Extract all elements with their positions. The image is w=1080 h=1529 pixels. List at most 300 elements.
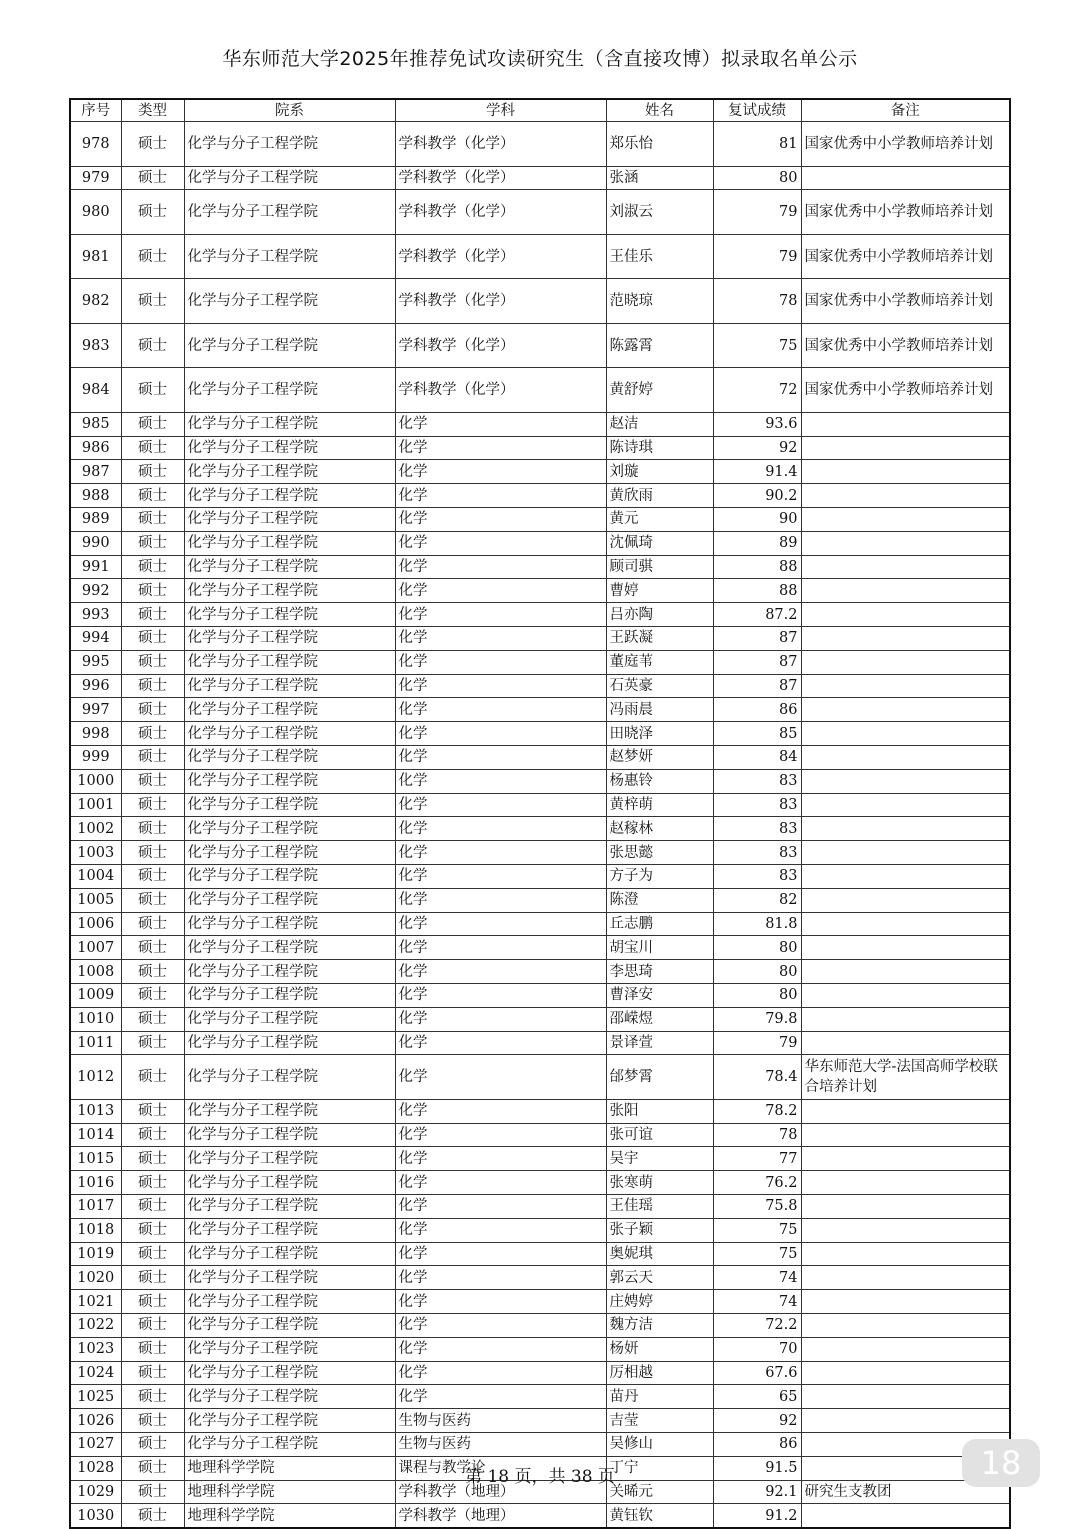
- cell-name: 庄娉婷: [606, 1290, 713, 1314]
- cell-dept: 化学与分子工程学院: [184, 1337, 395, 1361]
- table-row: [70, 368, 1010, 413]
- cell-no: 978: [70, 122, 121, 167]
- cell-name: 田晓泽: [606, 722, 713, 746]
- cell-subject: 生物与医药: [395, 1432, 606, 1456]
- cell-type: 硕士: [121, 122, 184, 167]
- cell-note: [801, 888, 1010, 912]
- cell-dept: 化学与分子工程学院: [184, 1266, 395, 1290]
- cell-type: 硕士: [121, 603, 184, 627]
- cell-note: [801, 698, 1010, 722]
- cell-note: [801, 1266, 1010, 1290]
- cell-dept: 化学与分子工程学院: [184, 1055, 395, 1100]
- cell-no: 1017: [70, 1195, 121, 1219]
- cell-dept: 化学与分子工程学院: [184, 1432, 395, 1456]
- cell-name: 曹泽安: [606, 983, 713, 1007]
- cell-dept: 化学与分子工程学院: [184, 279, 395, 324]
- cell-note: [801, 745, 1010, 769]
- cell-subject: 化学: [395, 1337, 606, 1361]
- cell-name: 石英豪: [606, 674, 713, 698]
- cell-note: [801, 1147, 1010, 1171]
- cell-note: 研究生支教团: [801, 1480, 1010, 1504]
- cell-subject: 生物与医药: [395, 1409, 606, 1433]
- cell-no: 994: [70, 626, 121, 650]
- cell-score: 78: [713, 279, 801, 324]
- table-row: [70, 698, 1010, 722]
- cell-score: 76.2: [713, 1171, 801, 1195]
- cell-no: 1016: [70, 1171, 121, 1195]
- cell-dept: 化学与分子工程学院: [184, 234, 395, 279]
- cell-type: 硕士: [121, 817, 184, 841]
- cell-note: [801, 1337, 1010, 1361]
- cell-subject: 化学: [395, 674, 606, 698]
- cell-dept: 化学与分子工程学院: [184, 1123, 395, 1147]
- table-row: [70, 279, 1010, 324]
- cell-no: 984: [70, 368, 121, 413]
- cell-type: 硕士: [121, 531, 184, 555]
- cell-note: 国家优秀中小学教师培养计划: [801, 190, 1010, 235]
- cell-dept: 化学与分子工程学院: [184, 484, 395, 508]
- cell-subject: 化学: [395, 960, 606, 984]
- cell-no: 1005: [70, 888, 121, 912]
- page-title: 华东师范大学2025年推荐免试攻读研究生（含直接攻博）拟录取名单公示: [222, 48, 858, 70]
- table-body: [70, 122, 1010, 1529]
- table-row: [70, 936, 1010, 960]
- table-row: [70, 912, 1010, 936]
- cell-note: 华东师范大学-法国高师学校联合培养计划: [801, 1055, 1010, 1100]
- cell-no: 1023: [70, 1337, 121, 1361]
- cell-score: 91.4: [713, 460, 801, 484]
- cell-dept: 化学与分子工程学院: [184, 793, 395, 817]
- cell-no: 987: [70, 460, 121, 484]
- cell-dept: 化学与分子工程学院: [184, 1195, 395, 1219]
- cell-no: 1028: [70, 1456, 121, 1480]
- cell-note: [801, 1361, 1010, 1385]
- cell-no: 1030: [70, 1504, 121, 1528]
- cell-note: [801, 1171, 1010, 1195]
- cell-name: 吉莹: [606, 1409, 713, 1433]
- cell-score: 75.8: [713, 1195, 801, 1219]
- cell-dept: 化学与分子工程学院: [184, 579, 395, 603]
- cell-score: 83: [713, 864, 801, 888]
- cell-note: [801, 1099, 1010, 1123]
- column-header-name: 姓名: [606, 99, 713, 122]
- table-row: [70, 769, 1010, 793]
- cell-dept: 化学与分子工程学院: [184, 122, 395, 167]
- cell-name: 顾司骐: [606, 555, 713, 579]
- cell-score: 79: [713, 234, 801, 279]
- cell-score: 75: [713, 1218, 801, 1242]
- cell-note: [801, 1504, 1010, 1528]
- cell-note: [801, 1290, 1010, 1314]
- cell-type: 硕士: [121, 912, 184, 936]
- cell-subject: 学科教学（地理）: [395, 1480, 606, 1504]
- cell-dept: 化学与分子工程学院: [184, 1385, 395, 1409]
- table-row: [70, 888, 1010, 912]
- cell-no: 1020: [70, 1266, 121, 1290]
- cell-note: [801, 626, 1010, 650]
- cell-subject: 化学: [395, 412, 606, 436]
- cell-score: 91.5: [713, 1456, 801, 1480]
- table-row: [70, 555, 1010, 579]
- cell-note: 国家优秀中小学教师培养计划: [801, 323, 1010, 368]
- cell-dept: 化学与分子工程学院: [184, 626, 395, 650]
- cell-no: 991: [70, 555, 121, 579]
- table-row: [70, 1055, 1010, 1100]
- cell-score: 87.2: [713, 603, 801, 627]
- cell-type: 硕士: [121, 555, 184, 579]
- cell-type: 硕士: [121, 722, 184, 746]
- cell-dept: 化学与分子工程学院: [184, 190, 395, 235]
- cell-subject: 化学: [395, 460, 606, 484]
- table-row: [70, 1171, 1010, 1195]
- cell-no: 1009: [70, 983, 121, 1007]
- table-row: [70, 674, 1010, 698]
- table-row: [70, 603, 1010, 627]
- cell-type: 硕士: [121, 166, 184, 190]
- cell-dept: 化学与分子工程学院: [184, 722, 395, 746]
- cell-type: 硕士: [121, 1266, 184, 1290]
- cell-no: 996: [70, 674, 121, 698]
- cell-name: 王佳瑶: [606, 1195, 713, 1219]
- cell-subject: 学科教学（化学）: [395, 234, 606, 279]
- table-header-row: [70, 99, 1010, 122]
- table-row: [70, 722, 1010, 746]
- cell-subject: 化学: [395, 1031, 606, 1055]
- cell-name: 关晞元: [606, 1480, 713, 1504]
- cell-score: 83: [713, 769, 801, 793]
- cell-note: [801, 507, 1010, 531]
- table-row: [70, 1337, 1010, 1361]
- cell-subject: 化学: [395, 698, 606, 722]
- cell-type: 硕士: [121, 323, 184, 368]
- cell-dept: 化学与分子工程学院: [184, 436, 395, 460]
- cell-name: 奥妮琪: [606, 1242, 713, 1266]
- cell-dept: 化学与分子工程学院: [184, 1147, 395, 1171]
- cell-dept: 化学与分子工程学院: [184, 1409, 395, 1433]
- cell-subject: 学科教学（化学）: [395, 368, 606, 413]
- cell-name: 黄欣雨: [606, 484, 713, 508]
- cell-dept: 化学与分子工程学院: [184, 1031, 395, 1055]
- cell-score: 80: [713, 936, 801, 960]
- cell-subject: 化学: [395, 650, 606, 674]
- cell-score: 88: [713, 579, 801, 603]
- cell-name: 丁宁: [606, 1456, 713, 1480]
- cell-note: [801, 983, 1010, 1007]
- cell-subject: 化学: [395, 936, 606, 960]
- cell-name: 杨惠铃: [606, 769, 713, 793]
- table-row: [70, 1195, 1010, 1219]
- cell-note: [801, 460, 1010, 484]
- cell-score: 82: [713, 888, 801, 912]
- cell-score: 74: [713, 1290, 801, 1314]
- cell-dept: 化学与分子工程学院: [184, 698, 395, 722]
- cell-type: 硕士: [121, 1480, 184, 1504]
- cell-note: [801, 817, 1010, 841]
- cell-subject: 化学: [395, 436, 606, 460]
- cell-no: 1004: [70, 864, 121, 888]
- cell-note: [801, 166, 1010, 190]
- table-row: [70, 1242, 1010, 1266]
- cell-score: 79: [713, 1031, 801, 1055]
- cell-name: 黄钰钦: [606, 1504, 713, 1528]
- cell-note: 国家优秀中小学教师培养计划: [801, 279, 1010, 324]
- cell-type: 硕士: [121, 1007, 184, 1031]
- cell-name: 郭云天: [606, 1266, 713, 1290]
- cell-score: 78: [713, 1123, 801, 1147]
- table-row: [70, 1290, 1010, 1314]
- table-row: [70, 1031, 1010, 1055]
- column-header-score: 复试成绩: [713, 99, 801, 122]
- table-row: [70, 626, 1010, 650]
- cell-score: 84: [713, 745, 801, 769]
- cell-note: 国家优秀中小学教师培养计划: [801, 234, 1010, 279]
- cell-score: 81.8: [713, 912, 801, 936]
- cell-dept: 化学与分子工程学院: [184, 817, 395, 841]
- cell-dept: 化学与分子工程学院: [184, 864, 395, 888]
- cell-name: 张子颖: [606, 1218, 713, 1242]
- cell-name: 王跃凝: [606, 626, 713, 650]
- cell-subject: 化学: [395, 1099, 606, 1123]
- cell-note: [801, 1409, 1010, 1433]
- cell-name: 丘志鹏: [606, 912, 713, 936]
- cell-dept: 化学与分子工程学院: [184, 460, 395, 484]
- cell-score: 75: [713, 1242, 801, 1266]
- cell-note: [801, 1123, 1010, 1147]
- cell-note: [801, 1195, 1010, 1219]
- column-header-note: 备注: [801, 99, 1010, 122]
- cell-subject: 化学: [395, 1055, 606, 1100]
- cell-no: 1018: [70, 1218, 121, 1242]
- cell-name: 赵稼林: [606, 817, 713, 841]
- cell-score: 80: [713, 960, 801, 984]
- cell-subject: 化学: [395, 484, 606, 508]
- cell-score: 67.6: [713, 1361, 801, 1385]
- cell-subject: 化学: [395, 1242, 606, 1266]
- cell-type: 硕士: [121, 579, 184, 603]
- cell-name: 陈诗琪: [606, 436, 713, 460]
- table-row: [70, 1007, 1010, 1031]
- cell-dept: 地理科学学院: [184, 1456, 395, 1480]
- cell-type: 硕士: [121, 1171, 184, 1195]
- cell-score: 90: [713, 507, 801, 531]
- cell-dept: 化学与分子工程学院: [184, 368, 395, 413]
- cell-subject: 学科教学（化学）: [395, 190, 606, 235]
- cell-subject: 化学: [395, 817, 606, 841]
- cell-subject: 化学: [395, 1147, 606, 1171]
- cell-score: 83: [713, 793, 801, 817]
- cell-type: 硕士: [121, 1242, 184, 1266]
- cell-note: [801, 960, 1010, 984]
- cell-subject: 学科教学（化学）: [395, 122, 606, 167]
- cell-dept: 化学与分子工程学院: [184, 936, 395, 960]
- table-row: [70, 507, 1010, 531]
- cell-no: 1025: [70, 1385, 121, 1409]
- table-row: [70, 1385, 1010, 1409]
- cell-no: 1015: [70, 1147, 121, 1171]
- cell-subject: 化学: [395, 1171, 606, 1195]
- cell-subject: 课程与教学论: [395, 1456, 606, 1480]
- cell-subject: 化学: [395, 1218, 606, 1242]
- cell-note: [801, 912, 1010, 936]
- cell-dept: 化学与分子工程学院: [184, 888, 395, 912]
- cell-score: 86: [713, 698, 801, 722]
- cell-no: 1000: [70, 769, 121, 793]
- cell-note: [801, 864, 1010, 888]
- table-row: [70, 650, 1010, 674]
- cell-dept: 化学与分子工程学院: [184, 166, 395, 190]
- cell-dept: 地理科学学院: [184, 1480, 395, 1504]
- cell-no: 1013: [70, 1099, 121, 1123]
- cell-name: 范晓琼: [606, 279, 713, 324]
- cell-type: 硕士: [121, 484, 184, 508]
- cell-no: 986: [70, 436, 121, 460]
- cell-name: 曹婷: [606, 579, 713, 603]
- cell-no: 1019: [70, 1242, 121, 1266]
- cell-name: 张寒萌: [606, 1171, 713, 1195]
- cell-note: [801, 531, 1010, 555]
- cell-subject: 化学: [395, 722, 606, 746]
- cell-type: 硕士: [121, 841, 184, 865]
- cell-score: 72.2: [713, 1313, 801, 1337]
- cell-note: [801, 1007, 1010, 1031]
- cell-dept: 化学与分子工程学院: [184, 603, 395, 627]
- cell-name: 刘淑云: [606, 190, 713, 235]
- cell-note: [801, 436, 1010, 460]
- cell-no: 1012: [70, 1055, 121, 1100]
- cell-note: [801, 484, 1010, 508]
- cell-name: 张涵: [606, 166, 713, 190]
- cell-no: 992: [70, 579, 121, 603]
- cell-note: 国家优秀中小学教师培养计划: [801, 368, 1010, 413]
- cell-no: 1010: [70, 1007, 121, 1031]
- cell-dept: 地理科学学院: [184, 1504, 395, 1528]
- cell-subject: 化学: [395, 769, 606, 793]
- cell-subject: 化学: [395, 1361, 606, 1385]
- cell-no: 993: [70, 603, 121, 627]
- cell-dept: 化学与分子工程学院: [184, 1218, 395, 1242]
- cell-note: [801, 841, 1010, 865]
- cell-type: 硕士: [121, 368, 184, 413]
- cell-subject: 化学: [395, 912, 606, 936]
- cell-no: 989: [70, 507, 121, 531]
- table-row: [70, 531, 1010, 555]
- cell-type: 硕士: [121, 1099, 184, 1123]
- cell-score: 72: [713, 368, 801, 413]
- cell-subject: 化学: [395, 983, 606, 1007]
- page-number-badge: 18: [962, 1439, 1040, 1487]
- cell-no: 1003: [70, 841, 121, 865]
- cell-no: 1001: [70, 793, 121, 817]
- table-row: [70, 1099, 1010, 1123]
- cell-type: 硕士: [121, 1031, 184, 1055]
- cell-type: 硕士: [121, 1147, 184, 1171]
- cell-name: 陈露霄: [606, 323, 713, 368]
- cell-subject: 化学: [395, 579, 606, 603]
- table-row: [70, 460, 1010, 484]
- cell-note: [801, 722, 1010, 746]
- cell-dept: 化学与分子工程学院: [184, 960, 395, 984]
- cell-note: [801, 936, 1010, 960]
- cell-type: 硕士: [121, 190, 184, 235]
- table-row: [70, 1432, 1010, 1456]
- cell-type: 硕士: [121, 650, 184, 674]
- cell-score: 80: [713, 983, 801, 1007]
- cell-subject: 化学: [395, 1123, 606, 1147]
- cell-no: 997: [70, 698, 121, 722]
- cell-score: 79.8: [713, 1007, 801, 1031]
- cell-type: 硕士: [121, 960, 184, 984]
- cell-dept: 化学与分子工程学院: [184, 1007, 395, 1031]
- cell-dept: 化学与分子工程学院: [184, 745, 395, 769]
- cell-name: 黄元: [606, 507, 713, 531]
- cell-no: 1006: [70, 912, 121, 936]
- cell-score: 80: [713, 166, 801, 190]
- cell-type: 硕士: [121, 507, 184, 531]
- cell-type: 硕士: [121, 626, 184, 650]
- cell-subject: 化学: [395, 1195, 606, 1219]
- cell-name: 吴宇: [606, 1147, 713, 1171]
- cell-type: 硕士: [121, 936, 184, 960]
- cell-no: 983: [70, 323, 121, 368]
- cell-note: [801, 603, 1010, 627]
- table-row: [70, 817, 1010, 841]
- page-footer: 第 18 页，共 38 页: [465, 1467, 615, 1487]
- cell-no: 1007: [70, 936, 121, 960]
- cell-score: 65: [713, 1385, 801, 1409]
- cell-no: 979: [70, 166, 121, 190]
- cell-dept: 化学与分子工程学院: [184, 1242, 395, 1266]
- cell-name: 邵嵘煜: [606, 1007, 713, 1031]
- cell-score: 83: [713, 841, 801, 865]
- cell-type: 硕士: [121, 460, 184, 484]
- cell-name: 刘璇: [606, 460, 713, 484]
- cell-dept: 化学与分子工程学院: [184, 555, 395, 579]
- table-row: [70, 1361, 1010, 1385]
- cell-note: [801, 793, 1010, 817]
- cell-score: 74: [713, 1266, 801, 1290]
- cell-no: 998: [70, 722, 121, 746]
- cell-note: [801, 579, 1010, 603]
- cell-score: 78.4: [713, 1055, 801, 1100]
- column-header-type: 类型: [121, 99, 184, 122]
- cell-name: 张可谊: [606, 1123, 713, 1147]
- cell-type: 硕士: [121, 983, 184, 1007]
- cell-note: [801, 650, 1010, 674]
- cell-note: [801, 412, 1010, 436]
- cell-note: [801, 555, 1010, 579]
- cell-no: 999: [70, 745, 121, 769]
- cell-name: 胡宝川: [606, 936, 713, 960]
- cell-type: 硕士: [121, 864, 184, 888]
- table-row: [70, 323, 1010, 368]
- cell-score: 92: [713, 436, 801, 460]
- cell-score: 92: [713, 1409, 801, 1433]
- cell-subject: 化学: [395, 864, 606, 888]
- cell-score: 75: [713, 323, 801, 368]
- cell-score: 92.1: [713, 1480, 801, 1504]
- cell-type: 硕士: [121, 1432, 184, 1456]
- column-header-dept: 院系: [184, 99, 395, 122]
- table-row: [70, 412, 1010, 436]
- cell-type: 硕士: [121, 674, 184, 698]
- cell-no: 1021: [70, 1290, 121, 1314]
- cell-score: 77: [713, 1147, 801, 1171]
- cell-note: [801, 1031, 1010, 1055]
- cell-no: 990: [70, 531, 121, 555]
- table-row: [70, 1504, 1010, 1528]
- cell-no: 1011: [70, 1031, 121, 1055]
- cell-score: 88: [713, 555, 801, 579]
